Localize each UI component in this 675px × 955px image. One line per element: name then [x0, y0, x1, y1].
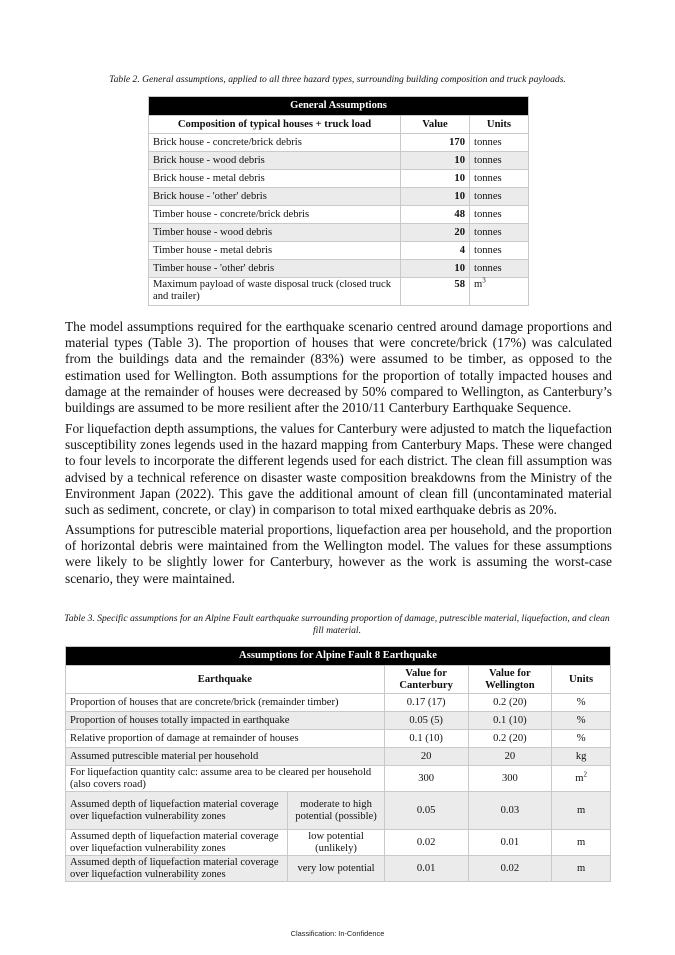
canterbury-value: 0.05 (5) — [384, 712, 468, 730]
row-unit: m — [552, 830, 611, 856]
row-sublabel: low potential (unlikely) — [288, 830, 385, 856]
row-label: Assumed depth of liquefaction material coverage over liquefaction vulnerability zones — [66, 830, 288, 856]
general-assumptions-table — [148, 96, 529, 306]
column-header: Value for Wellington — [468, 666, 552, 694]
body-paragraph: The model assumptions required for the earthquake scenario centred around damage proportions and material types (Table 3). The proportion of houses that were concrete/brick (17%) was calculated from the buildings data and the remainder (83%) were assumed to be timber, as opposed to the estimation used for Wellington. Both assumptions for the proportion of totally impacted houses and damage at the remainder of houses were decreased by 50% compared to Wellington, as Canterbury’s buildings are assumed to be more resilient after the 2010/11 Canterbury Earthquake Sequence. — [65, 319, 612, 416]
row-label: Proportion of houses totally impacted in earthquake — [66, 712, 385, 730]
unit-text: m — [474, 279, 483, 290]
row-unit: tonnes — [470, 134, 529, 152]
row-unit: tonnes — [470, 224, 529, 242]
table-row — [149, 242, 529, 260]
row-unit — [470, 278, 529, 306]
column-header: Composition of typical houses + truck load — [149, 116, 401, 134]
wellington-value: 20 — [468, 748, 552, 766]
wellington-value: 0.02 — [468, 856, 552, 882]
row-unit: tonnes — [470, 170, 529, 188]
table-row — [149, 260, 529, 278]
column-header: Units — [470, 116, 529, 134]
row-unit: m — [552, 856, 611, 882]
row-label: Timber house - concrete/brick debris — [149, 206, 401, 224]
row-label: Brick house - wood debris — [149, 152, 401, 170]
table-row — [149, 206, 529, 224]
row-unit: tonnes — [470, 260, 529, 278]
row-value: 10 — [401, 152, 470, 170]
row-unit — [552, 766, 611, 792]
row-unit: % — [552, 694, 611, 712]
row-sublabel: moderate to high potential (possible) — [288, 792, 385, 830]
wellington-value: 300 — [468, 766, 552, 792]
table3-title: Assumptions for Alpine Fault 8 Earthquake — [66, 647, 611, 666]
table-row — [66, 730, 611, 748]
table-row — [149, 134, 529, 152]
row-value: 58 — [401, 278, 470, 306]
column-header: Value for Canterbury — [384, 666, 468, 694]
table-row — [149, 278, 529, 306]
row-unit: tonnes — [470, 152, 529, 170]
table-row — [66, 856, 611, 882]
row-label: Brick house - 'other' debris — [149, 188, 401, 206]
classification-footer: Classification: In-Confidence — [290, 929, 385, 938]
row-value: 20 — [401, 224, 470, 242]
wellington-value: 0.01 — [468, 830, 552, 856]
row-value: 48 — [401, 206, 470, 224]
row-unit: m — [552, 792, 611, 830]
row-unit: tonnes — [470, 188, 529, 206]
table-row — [149, 152, 529, 170]
row-label: Timber house - 'other' debris — [149, 260, 401, 278]
table2-title: General Assumptions — [149, 97, 529, 116]
row-value: 10 — [401, 188, 470, 206]
row-value: 170 — [401, 134, 470, 152]
body-paragraph: For liquefaction depth assumptions, the values for Canterbury were adjusted to match the liquefaction susceptibility zones legends used in the hazard mapping from Canterbury Maps. These were changed to four levels to incorporate the different legends used for each district. The clean fill assumption was advised by a technical reference on disaster waste composition breakdowns from the Ministry of the Environment Japan (2022). This gave the additional amount of clean fill (uncontaminated material such as sediment, concrete, or clay) in comparison to total mixed earthquake debris as 20%. — [65, 421, 612, 518]
canterbury-value: 0.17 (17) — [384, 694, 468, 712]
canterbury-value: 0.02 — [384, 830, 468, 856]
canterbury-value: 0.01 — [384, 856, 468, 882]
row-label: Maximum payload of waste disposal truck (closed truck and trailer) — [149, 278, 401, 306]
row-value: 4 — [401, 242, 470, 260]
row-label: Brick house - concrete/brick debris — [149, 134, 401, 152]
canterbury-value: 0.05 — [384, 792, 468, 830]
row-label: Assumed depth of liquefaction material coverage over liquefaction vulnerability zones — [66, 856, 288, 882]
row-label: Proportion of houses that are concrete/brick (remainder timber) — [66, 694, 385, 712]
row-unit: kg — [552, 748, 611, 766]
row-unit: tonnes — [470, 206, 529, 224]
row-label: For liquefaction quantity calc: assume area to be cleared per household (also covers road) — [66, 766, 385, 792]
unit-superscript: 3 — [482, 276, 486, 285]
row-value: 10 — [401, 170, 470, 188]
canterbury-value: 0.1 (10) — [384, 730, 468, 748]
row-unit: tonnes — [470, 242, 529, 260]
table-row — [149, 170, 529, 188]
earthquake-assumptions-table — [65, 646, 611, 882]
row-value: 10 — [401, 260, 470, 278]
row-sublabel: very low potential — [288, 856, 385, 882]
column-header: Units — [552, 666, 611, 694]
row-unit: % — [552, 730, 611, 748]
table-row — [149, 224, 529, 242]
row-label: Assumed depth of liquefaction material coverage over liquefaction vulnerability zones — [66, 792, 288, 830]
body-paragraph: Assumptions for putrescible material proportions, liquefaction area per household, and the proportion of horizontal debris were maintained from the Wellington model. The values for these assumptions were likely to be slightly lower for Canterbury, however as the work is assuming the worst-case scenario, they were maintained. — [65, 522, 612, 586]
table-row — [66, 712, 611, 730]
wellington-value: 0.2 (20) — [468, 694, 552, 712]
row-label: Brick house - metal debris — [149, 170, 401, 188]
column-header: Earthquake — [66, 666, 385, 694]
wellington-value: 0.03 — [468, 792, 552, 830]
row-label: Relative proportion of damage at remainder of houses — [66, 730, 385, 748]
table-row — [66, 792, 611, 830]
canterbury-value: 300 — [384, 766, 468, 792]
table-row — [66, 830, 611, 856]
table-row — [149, 188, 529, 206]
unit-superscript: 2 — [583, 769, 587, 778]
table-row — [66, 766, 611, 792]
table3-caption: Table 3. Specific assumptions for an Alpine Fault earthquake surrounding proportion of damage, putrescible material, liquefaction, and clean fill material. — [64, 613, 610, 636]
row-label: Timber house - metal debris — [149, 242, 401, 260]
canterbury-value: 20 — [384, 748, 468, 766]
table-row — [66, 694, 611, 712]
row-unit: % — [552, 712, 611, 730]
column-header: Value — [401, 116, 470, 134]
unit-text: m — [575, 772, 584, 784]
wellington-value: 0.1 (10) — [468, 712, 552, 730]
table-row — [66, 748, 611, 766]
row-label: Timber house - wood debris — [149, 224, 401, 242]
table2-caption: Table 2. General assumptions, applied to all three hazard types, surrounding building composition and truck payloads. — [109, 74, 566, 85]
row-label: Assumed putrescible material per household — [66, 748, 385, 766]
wellington-value: 0.2 (20) — [468, 730, 552, 748]
